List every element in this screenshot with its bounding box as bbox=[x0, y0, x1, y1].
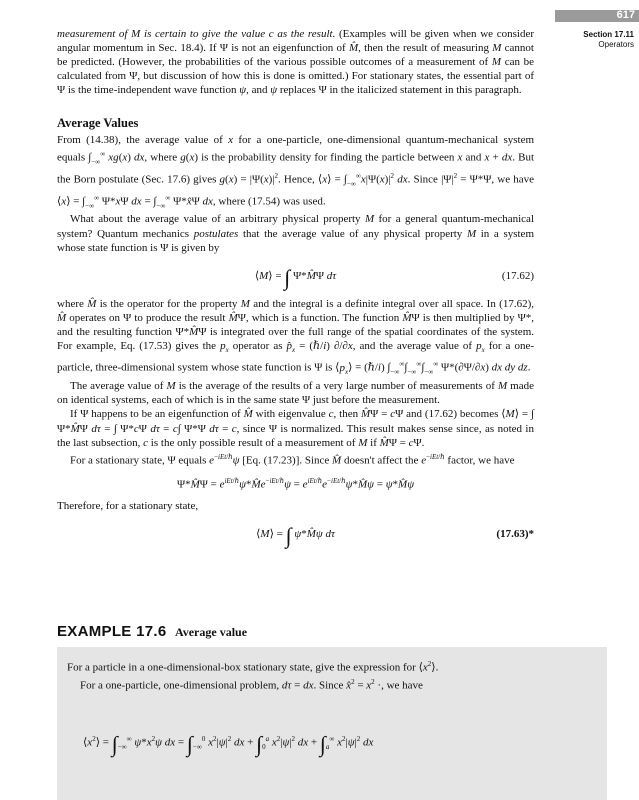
equation-17-62 bbox=[57, 261, 534, 291]
main-text bbox=[57, 27, 534, 555]
section-title: Operators bbox=[598, 40, 634, 49]
equation-body: ⟨M⟩ = ∫ Ψ*M̂Ψ dτ bbox=[254, 264, 337, 290]
equation-number: (17.62) bbox=[501, 269, 534, 282]
paragraph: If Ψ happens to be an eigenfunction of M̂ with eigenvalue c, then M̂Ψ = cΨ and (17.62) becomes ⟨M⟩ = ∫ Ψ*M̂Ψ dτ = ∫ Ψ*cΨ dτ = c∫ Ψ*Ψ dτ = c, since Ψ is normalized. This result makes sense since, as noted in the last subsection, c is the only possible result of a measurement of M if M̂Ψ = cΨ. bbox=[57, 408, 535, 449]
equation-number: (17.63)* bbox=[496, 528, 534, 541]
example-paragraph: For a particle in a one-dimensional-box stationary state, give the expression for $⟨x^2⟩$. bbox=[67, 660, 439, 674]
page-number: 617 bbox=[616, 9, 635, 21]
paragraph: From (14.38), the average value of x for a one-particle, one-dimensional quantum-mechanical system equals $\int_{-\infty}^\infty$ xg(x) dx, where g(x) is the probability density for finding the particle between x and x + dx. But the Born postulate (Sec. 17.6) gives $g(x) = |\Psi(x)|^2$. Hence, ⟨x⟩ = $\int_{-\infty}^\infty x|\Psi(x)|^2$ dx. Since $|\Psi|^2 = \Psi*\Psi$, we have ⟨x⟩ = $\int_{-\infty}^\infty$ Ψ*xΨ dx = $\int_{-\infty}^\infty$ Ψ*x̂Ψ dx, where (17.54) was used. bbox=[57, 133, 535, 210]
section-number: Section 17.11 bbox=[583, 30, 634, 39]
paragraph: where M̂ is the operator for the property M and the integral is a definite integral over all space. In (17.62), M̂ operates on Ψ to produce the result M̂Ψ, which is a function. The function M̂Ψ is then multiplied by Ψ*, and the resulting function Ψ*M̂Ψ is integrated over the full range of the spatial coordinates of the system. For example, Eq. (17.53) gives the $p_x$ operator as $p̂_x$ = (ℏ/i) ∂/∂x, and the average value of $p_x$ for a one-particle, three-dimensional system whose state function is Ψ is $⟨p_x⟩$ = (ℏ/i) $\int_{-\infty}^\infty\int_{-\infty}^\infty\int_{-\infty}^\infty$ Ψ*(∂Ψ/∂x) dx dy dz. bbox=[57, 297, 535, 377]
example-title: Average value bbox=[174, 625, 248, 639]
paragraph: For a stationary state, Ψ equals $e^{-iEt/\hbar}\psi$ [Eq. (17.23)]. Since M̂ doesn't affect the $e^{-iEt/\hbar}$ factor, we have bbox=[70, 452, 515, 467]
equation-stationary: Ψ*M̂Ψ = $e^{iEt/\hbar}\psi*M̂e^{-iEt/\hbar}\psi$ = $e^{iEt/\hbar}e^{-iEt/\hbar}\psi*M̂\psi$ = ψ*M̂ψ bbox=[176, 477, 415, 492]
example-text bbox=[67, 657, 527, 693]
equation-17-63 bbox=[57, 519, 534, 549]
running-header bbox=[546, 30, 634, 50]
example-header bbox=[57, 623, 534, 641]
paragraph: What about the average value of an arbitrary physical property M for a general quantum-mechanical system? Quantum mechanics postulates that the average value of any physical property M in a system whose state function is Ψ is given by bbox=[57, 213, 534, 254]
equation-body: ⟨M⟩ = ∫ ψ*M̂ψ dτ bbox=[256, 523, 335, 549]
example-box bbox=[57, 647, 607, 800]
paragraph: measurement of M is certain to give the value c as the result. (Examples will be given when we consider angular momentum in Sec. 18.4). If Ψ is not an eigenfunction of M̂, then the result of measuring M cannot be predicted. (However, the probabilities of the various possible outcomes of a measurement of M can be calculated from Ψ, but discussion of how this is done is omitted.) For stationary states, the essential part of Ψ is the time-independent wave function ψ, and ψ replaces Ψ in the italicized statement in this paragraph. bbox=[57, 28, 535, 97]
section-heading: Average Values bbox=[57, 116, 139, 131]
page-number-bar bbox=[555, 10, 639, 22]
paragraph: The average value of M is the average of the results of a very large number of measurements of M made on identical systems, each of which is in the same state Ψ just before the measurement. bbox=[57, 380, 534, 407]
example-equation: $⟨x^2⟩ = \int_{-\infty}^\infty$ $\psi*x^2\psi$ dx = $\int_{-\infty}^0$ $x^2|\psi|^2$ dx + $\int_0^a$ $x^2|\psi|^2$ dx + $\int_a^\infty$ $x^2|\psi|^2$ dx bbox=[83, 731, 374, 757]
example-paragraph: For a one-particle, one-dimensional problem, dτ = dx. Since x̂$^2$ = $x^2$ ·, we have bbox=[80, 677, 423, 692]
paragraph: Therefore, for a stationary state, bbox=[57, 500, 199, 513]
example-label: EXAMPLE 17.6 bbox=[57, 623, 167, 640]
